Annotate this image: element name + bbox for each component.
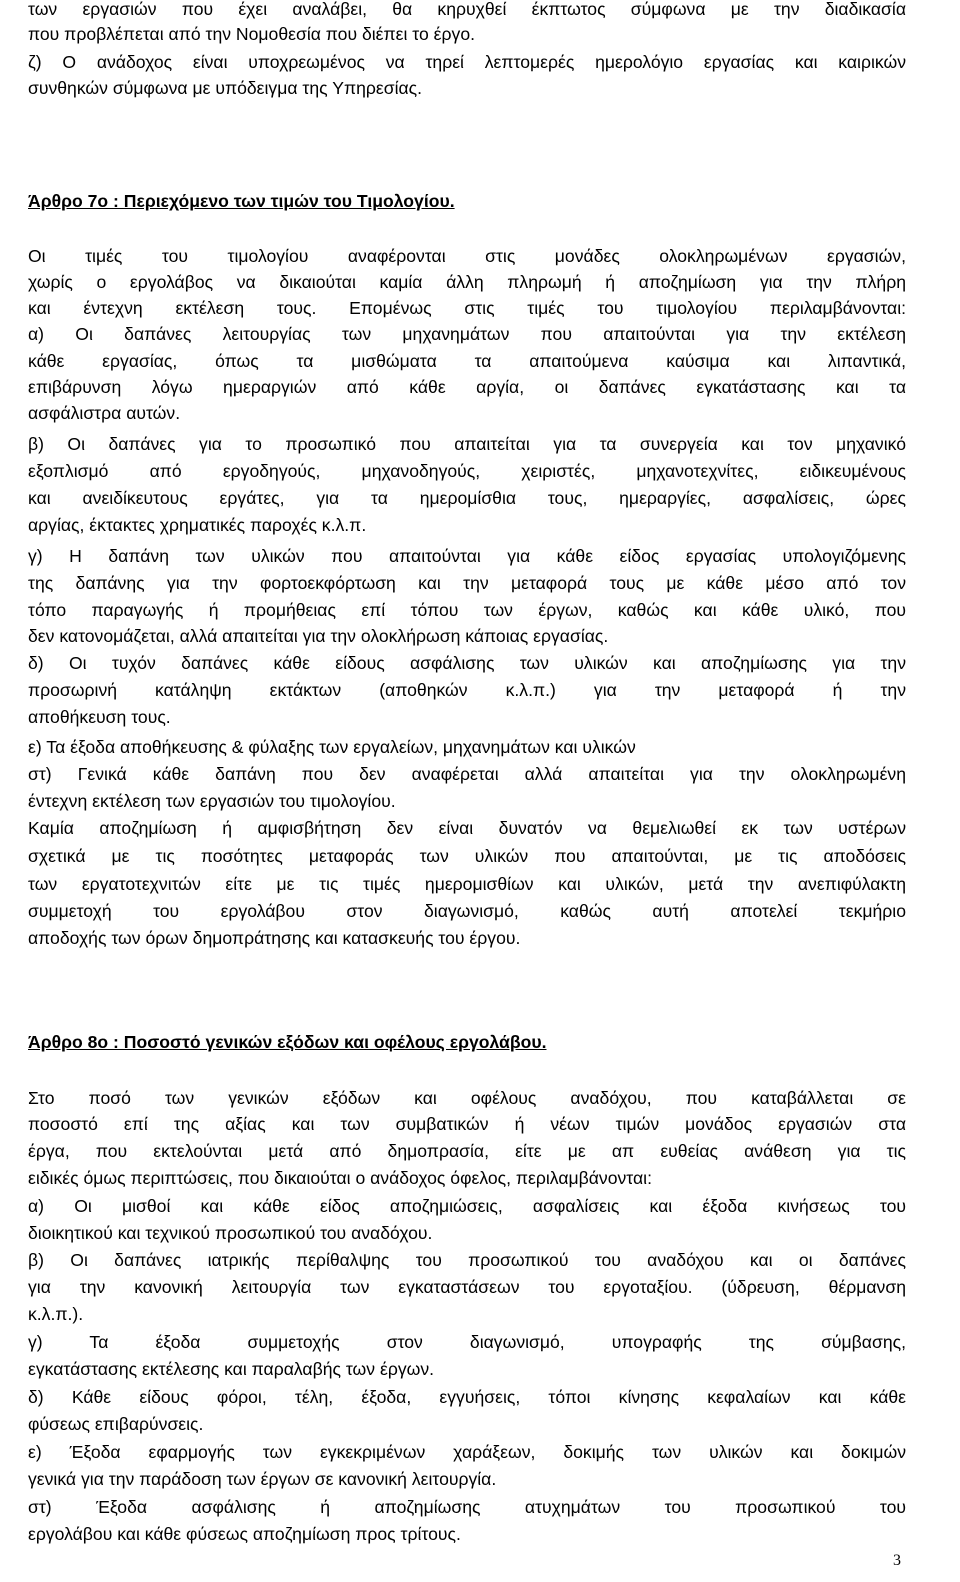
text-line: κ.λ.π.). (28, 1304, 84, 1324)
text-line: δ) Κάθε είδους φόροι, τέλη, έξοδα, εγγυήσεις, τόποι κίνησης κεφαλαίων και κάθε (28, 1387, 906, 1407)
text-line: εργολάβου και κάθε φύσεως αποζημίωση προς τρίτους. (28, 1524, 461, 1544)
text-line: Καμία αποζημίωση ή αμφισβήτηση δεν είναι δυνατόν να θεμελιωθεί εκ των υστέρων (28, 818, 906, 838)
text-line: β) Οι δαπάνες για το προσωπικό που απαιτείται για τα συνεργεία και τον μηχανικό (28, 434, 906, 454)
text-line: δεν κατονομάζεται, αλλά απαιτείται για την ολοκλήρωση κάποιας εργασίας. (28, 626, 609, 646)
page-number: 3 (893, 1552, 901, 1569)
text-line: στ) Γενικά κάθε δαπάνη που δεν αναφέρεται αλλά απαιτείται για την ολοκληρωμένη (28, 764, 906, 784)
text-line: Οι τιμές του τιμολογίου αναφέρονται στις μονάδες ολοκληρωμένων εργασιών, (28, 246, 906, 266)
text-line: που προβλέπεται από την Νομοθεσία που διέπει το έργο. (28, 24, 475, 44)
text-line: των εργατοτεχνιτών είτε με τις τιμές ημερομισθίων και υλικών, μετά την ανεπιφύλακτη (28, 874, 906, 894)
text-line: γενικά για την παράδοση των έργων σε κανονική λειτουργία. (28, 1469, 497, 1489)
text-line: τόπο παραγωγής ή προμήθειας επί τόπου των έργων, καθώς και κάθε υλικό, που (28, 600, 906, 620)
text-line: των εργασιών που έχει αναλάβει, θα κηρυχθεί έκπτωτος σύμφωνα με την διαδικασία (28, 0, 906, 19)
text-line: β) Οι δαπάνες ιατρικής περίθαλψης του προσωπικού του αναδόχου και οι δαπάνες (28, 1250, 906, 1270)
text-line: ασφάλιστρα αυτών. (28, 403, 181, 423)
text-line: για την κανονική λειτουργία των εγκαταστάσεων του εργοταξίου. (ύδρευση, θέρμανση (28, 1277, 906, 1297)
text-line: επιβάρυνση λόγω ημεραργιών από κάθε αργία, οι δαπάνες εγκατάστασης και τα (28, 377, 906, 397)
text-line: αποδοχής των όρων δημοπράτησης και κατασκευής του έργου. (28, 928, 521, 948)
text-line: εξοπλισμό από εργοδηγούς, μηχανοδηγούς, χειριστές, μηχανοτεχνίτες, ειδικευμένους (28, 461, 906, 481)
text-line: δ) Οι τυχόν δαπάνες κάθε είδους ασφάλισης των υλικών και αποζημίωσης για την (28, 653, 906, 673)
text-line: Στο ποσό των γενικών εξόδων και οφέλους αναδόχου, που καταβάλλεται σε (28, 1088, 906, 1108)
text-line: και ανειδίκευτους εργάτες, για τα ημερομίσθια τους, ημεραργίες, ασφαλίσεις, ώρες (28, 488, 906, 508)
text-line: έργα, που εκτελούνται μετά από δημοπρασία, είτε με απ ευθείας ανάθεση για τις (28, 1141, 906, 1161)
text-line: ε) Έξοδα εφαρμογής των εγκεκριμένων χαράξεων, δοκιμής των υλικών και δοκιμών (28, 1442, 906, 1462)
text-line: συνθηκών σύμφωνα με υπόδειγμα της Υπηρεσίας. (28, 78, 423, 98)
text-line: χωρίς ο εργολάβος να δικαιούται καμία άλλη πληρωμή ή αποζημίωση για την πλήρη (28, 272, 906, 292)
text-line: α) Οι δαπάνες λειτουργίας των μηχανημάτων που απαιτούνται για την εκτέλεση (28, 324, 906, 344)
text-line: γ) Η δαπάνη των υλικών που απαιτούνται για κάθε είδος εργασίας υπολογιζόμενης (28, 546, 906, 566)
text-line: ειδικές όμως περιπτώσεις, που δικαιούται ο ανάδοχος όφελος, περιλαμβάνονται: (28, 1168, 652, 1188)
text-line: ζ) Ο ανάδοχος είναι υποχρεωμένος να τηρεί λεπτομερές ημερολόγιο εργασίας και καιρικών (28, 52, 906, 72)
text-line: εγκατάστασης εκτέλεσης και παραλαβής των έργων. (28, 1359, 435, 1379)
text-line: ποσοστό επί της αξίας και των συμβατικών ή νέων τιμών μονάδος εργασιών στα (28, 1114, 906, 1134)
text-line: αποθήκευση τους. (28, 707, 171, 727)
text-line: κάθε εργασίας, όπως τα μισθώματα τα απαιτούμενα καύσιμα και λιπαντικά, (28, 351, 906, 371)
text-line: στ) Έξοδα ασφάλισης ή αποζημίωσης ατυχημάτων του προσωπικού του (28, 1497, 906, 1517)
text-line: της δαπάνης για την φορτοεκφόρτωση και την μεταφορά τους με κάθε μέσο από τον (28, 573, 906, 593)
text-line: αργίας, έκτακτες χρηματικές παροχές κ.λ.π. (28, 515, 367, 535)
text-line: ε) Τα έξοδα αποθήκευσης & φύλαξης των εργαλείων, μηχανημάτων και υλικών (28, 737, 636, 757)
text-line: και έντεχνη εκτέλεση τους. Επομένως στις τιμές του τιμολογίου περιλαμβάνονται: (28, 298, 906, 318)
article-8-title: Άρθρο 8ο : Ποσοστό γενικών εξόδων και οφέλους εργολάβου. (28, 1032, 547, 1052)
text-line: διοικητικού και τεχνικού προσωπικού του αναδόχου. (28, 1223, 433, 1243)
text-line: γ) Τα έξοδα συμμετοχής στον διαγωνισμό, υπογραφής της σύμβασης, (28, 1332, 906, 1352)
article-7-title: Άρθρο 7ο : Περιεχόμενο των τιμών του Τιμολογίου. (28, 191, 455, 211)
text-line: φύσεως επιβαρύνσεις. (28, 1414, 204, 1434)
text-line: προσωρινή κατάληψη εκτάκτων (αποθηκών κ.λ.π.) για την μεταφορά ή την (28, 680, 906, 700)
text-line: α) Οι μισθοί και κάθε είδος αποζημιώσεις, ασφαλίσεις και έξοδα κινήσεως του (28, 1196, 906, 1216)
text-line: σχετικά με τις ποσότητες μεταφοράς των υλικών που απαιτούνται, με τις αποδόσεις (28, 846, 906, 866)
text-line: έντεχνη εκτέλεση των εργασιών του τιμολογίου. (28, 791, 396, 811)
text-line: συμμετοχή του εργολάβου στον διαγωνισμό, καθώς αυτή αποτελεί τεκμήριο (28, 901, 906, 921)
